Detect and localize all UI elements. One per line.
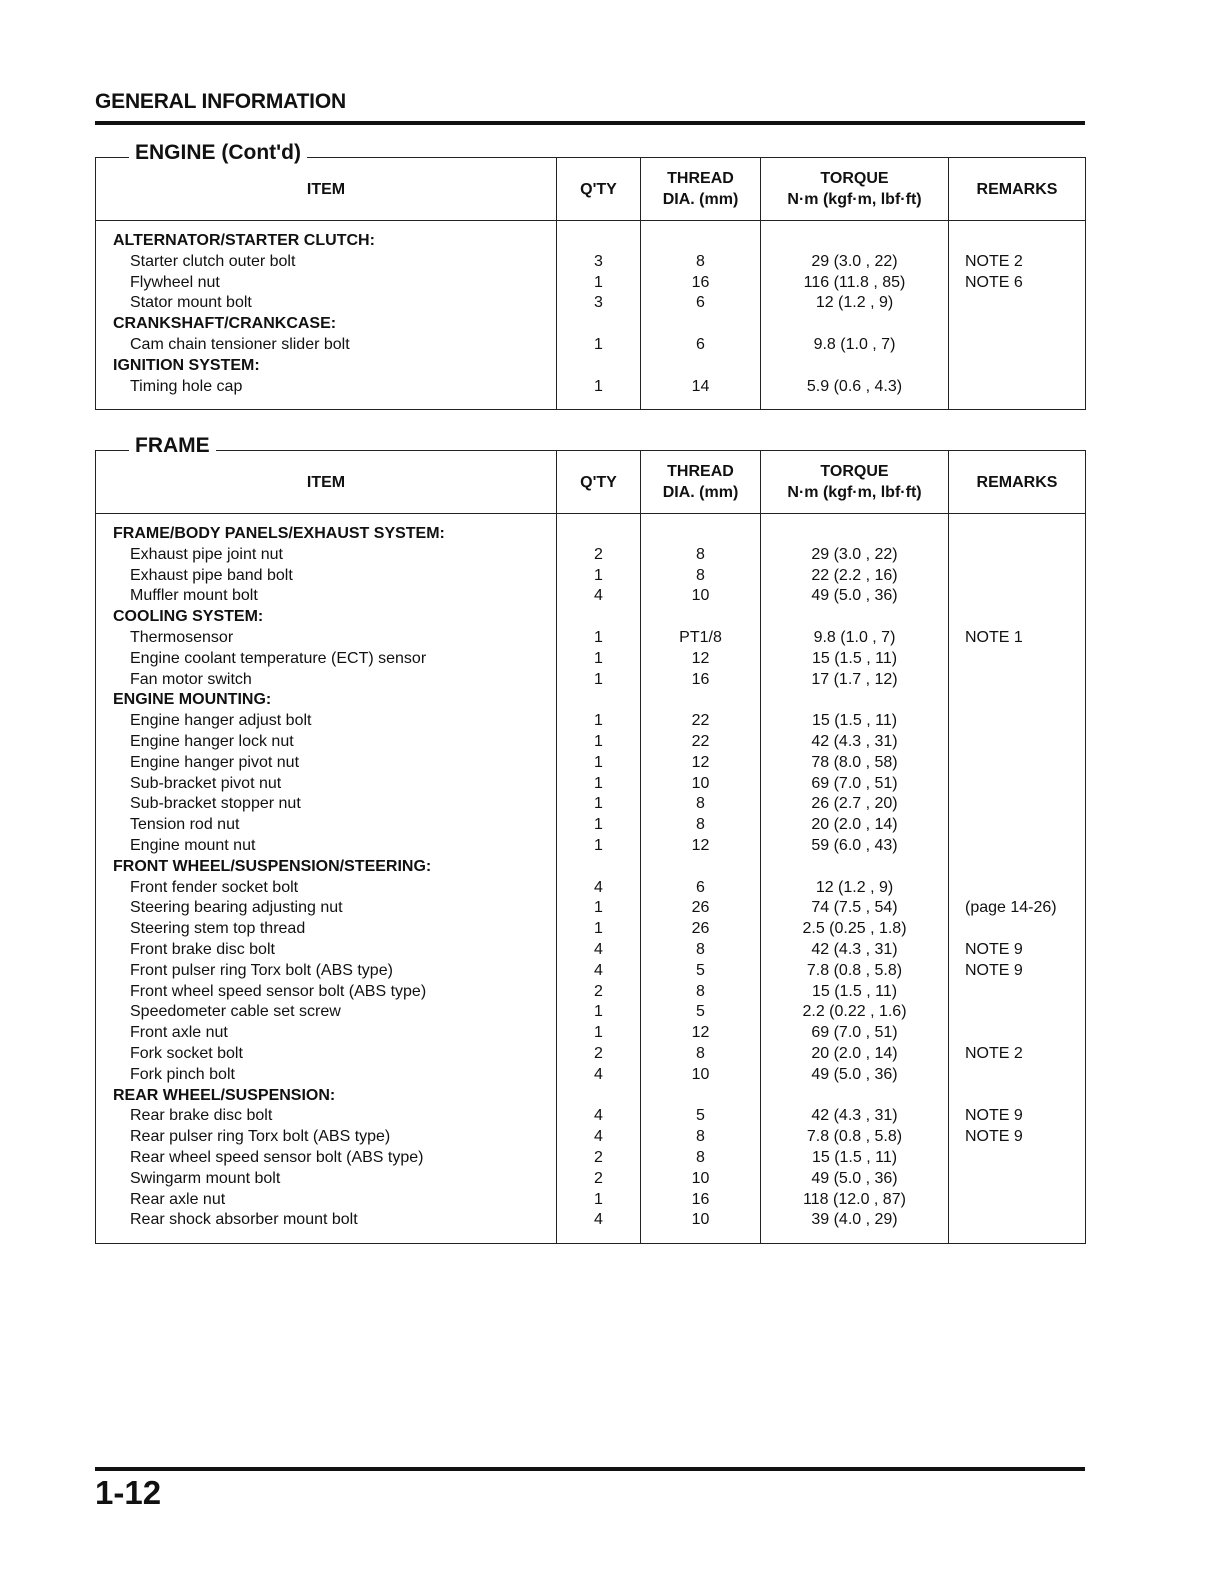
item-name: Fork socket bolt: [96, 1044, 557, 1065]
table-spacer-row: [96, 1231, 1086, 1244]
column-header-torque: TORQUE N·m (kgf·m, lbf·ft): [761, 158, 949, 221]
table-spacer-row: [96, 397, 1086, 410]
group-heading: FRONT WHEEL/SUSPENSION/STEERING:: [96, 857, 557, 878]
qty-cell: 2: [557, 982, 641, 1003]
remarks-cell: [949, 1065, 1086, 1086]
table-row: [96, 898, 1086, 919]
torque-cell: 9.8 (1.0 , 7): [761, 335, 949, 356]
remarks-cell: [949, 774, 1086, 795]
remarks-cell: NOTE 9: [949, 1106, 1086, 1127]
remarks-cell: [949, 711, 1086, 732]
item-name: Steering stem top thread: [96, 919, 557, 940]
qty-cell: 4: [557, 1210, 641, 1231]
qty-cell: 1: [557, 649, 641, 670]
remarks-cell: [949, 566, 1086, 587]
qty-cell: 1: [557, 732, 641, 753]
item-name: Stator mount bolt: [96, 293, 557, 314]
frame-table-body: [96, 514, 1086, 1244]
item-name: Timing hole cap: [96, 377, 557, 398]
column-header-item: ITEM: [96, 451, 557, 514]
remarks-cell: [949, 1148, 1086, 1169]
engine-table-body: [96, 221, 1086, 410]
item-name: Engine hanger pivot nut: [96, 753, 557, 774]
torque-cell: 5.9 (0.6 , 4.3): [761, 377, 949, 398]
thread-cell: 8: [641, 982, 761, 1003]
remarks-cell: [949, 753, 1086, 774]
item-name: Sub-bracket stopper nut: [96, 794, 557, 815]
column-header-remarks: REMARKS: [949, 158, 1086, 221]
remarks-cell: (page 14-26): [949, 898, 1086, 919]
torque-cell: 49 (5.0 , 36): [761, 586, 949, 607]
group-heading: REAR WHEEL/SUSPENSION:: [96, 1086, 557, 1107]
torque-cell: 49 (5.0 , 36): [761, 1169, 949, 1190]
table-row: [96, 252, 1086, 273]
torque-cell: 22 (2.2 , 16): [761, 566, 949, 587]
item-name: Engine hanger lock nut: [96, 732, 557, 753]
qty-cell: 1: [557, 774, 641, 795]
item-name: Swingarm mount bolt: [96, 1169, 557, 1190]
table-row: [96, 1002, 1086, 1023]
group-heading-row: [96, 607, 1086, 628]
item-name: Engine mount nut: [96, 836, 557, 857]
item-name: Front brake disc bolt: [96, 940, 557, 961]
table-row: [96, 940, 1086, 961]
table-row: [96, 836, 1086, 857]
group-heading-row: [96, 314, 1086, 335]
item-name: Engine coolant temperature (ECT) sensor: [96, 649, 557, 670]
column-header-thread: THREAD DIA. (mm): [641, 158, 761, 221]
thread-cell: 10: [641, 1210, 761, 1231]
thread-cell: 12: [641, 649, 761, 670]
table-spacer-row: [96, 221, 1086, 232]
thread-cell: 8: [641, 252, 761, 273]
torque-cell: 20 (2.0 , 14): [761, 1044, 949, 1065]
table-row: [96, 377, 1086, 398]
thread-cell: 12: [641, 836, 761, 857]
remarks-cell: [949, 1169, 1086, 1190]
qty-cell: 4: [557, 878, 641, 899]
torque-cell: 69 (7.0 , 51): [761, 1023, 949, 1044]
qty-cell: 1: [557, 377, 641, 398]
torque-cell: 29 (3.0 , 22): [761, 252, 949, 273]
qty-cell: 2: [557, 1148, 641, 1169]
remarks-cell: NOTE 9: [949, 961, 1086, 982]
table-row: [96, 711, 1086, 732]
table-row: [96, 1127, 1086, 1148]
torque-cell: 42 (4.3 , 31): [761, 1106, 949, 1127]
thread-cell: 8: [641, 940, 761, 961]
torque-cell: 39 (4.0 , 29): [761, 1210, 949, 1231]
item-name: Front axle nut: [96, 1023, 557, 1044]
torque-cell: 15 (1.5 , 11): [761, 982, 949, 1003]
torque-cell: 15 (1.5 , 11): [761, 649, 949, 670]
qty-cell: 3: [557, 252, 641, 273]
engine-torque-table: [95, 157, 1086, 410]
table-row: [96, 1169, 1086, 1190]
column-header-thread: THREAD DIA. (mm): [641, 451, 761, 514]
remarks-cell: [949, 649, 1086, 670]
item-name: Tension rod nut: [96, 815, 557, 836]
table-row: [96, 961, 1086, 982]
thread-cell: 26: [641, 898, 761, 919]
thread-cell: 8: [641, 566, 761, 587]
table-row: [96, 774, 1086, 795]
table-row: [96, 335, 1086, 356]
table-row: [96, 566, 1086, 587]
column-header-qty: Q'TY: [557, 451, 641, 514]
table-row: [96, 1148, 1086, 1169]
table-row: [96, 545, 1086, 566]
item-name: Muffler mount bolt: [96, 586, 557, 607]
torque-cell: 59 (6.0 , 43): [761, 836, 949, 857]
group-heading-row: [96, 356, 1086, 377]
item-name: Cam chain tensioner slider bolt: [96, 335, 557, 356]
torque-cell: 49 (5.0 , 36): [761, 1065, 949, 1086]
table-spacer-row: [96, 514, 1086, 525]
item-name: Engine hanger adjust bolt: [96, 711, 557, 732]
group-heading: ENGINE MOUNTING:: [96, 690, 557, 711]
torque-cell: 12 (1.2 , 9): [761, 293, 949, 314]
table-row: [96, 732, 1086, 753]
group-heading: FRAME/BODY PANELS/EXHAUST SYSTEM:: [96, 524, 557, 545]
qty-cell: 1: [557, 898, 641, 919]
torque-cell: 69 (7.0 , 51): [761, 774, 949, 795]
remarks-cell: NOTE 2: [949, 252, 1086, 273]
torque-cell: 7.8 (0.8 , 5.8): [761, 961, 949, 982]
footer-rule: [95, 1467, 1085, 1471]
qty-cell: 2: [557, 1169, 641, 1190]
qty-cell: 4: [557, 586, 641, 607]
thread-cell: 16: [641, 273, 761, 294]
remarks-cell: [949, 815, 1086, 836]
item-name: Rear axle nut: [96, 1190, 557, 1211]
table-header-row: [96, 451, 1086, 514]
item-name: Speedometer cable set screw: [96, 1002, 557, 1023]
item-name: Fan motor switch: [96, 670, 557, 691]
qty-cell: 1: [557, 566, 641, 587]
remarks-cell: [949, 545, 1086, 566]
qty-cell: 1: [557, 628, 641, 649]
thread-cell: 8: [641, 545, 761, 566]
qty-cell: 1: [557, 753, 641, 774]
table-row: [96, 1106, 1086, 1127]
remarks-cell: [949, 1002, 1086, 1023]
remarks-cell: [949, 1023, 1086, 1044]
group-heading-row: [96, 690, 1086, 711]
remarks-cell: [949, 732, 1086, 753]
table-row: [96, 794, 1086, 815]
thread-cell: 6: [641, 293, 761, 314]
torque-cell: 116 (11.8 , 85): [761, 273, 949, 294]
torque-cell: 2.5 (0.25 , 1.8): [761, 919, 949, 940]
table-row: [96, 293, 1086, 314]
torque-cell: 15 (1.5 , 11): [761, 1148, 949, 1169]
table-row: [96, 878, 1086, 899]
thread-cell: 8: [641, 794, 761, 815]
torque-cell: 12 (1.2 , 9): [761, 878, 949, 899]
thread-cell: 10: [641, 586, 761, 607]
thread-cell: 10: [641, 774, 761, 795]
page-number: 1-12: [95, 1474, 162, 1511]
table-row: [96, 815, 1086, 836]
table-row: [96, 919, 1086, 940]
item-name: Front wheel speed sensor bolt (ABS type): [96, 982, 557, 1003]
thread-cell: 8: [641, 815, 761, 836]
remarks-cell: [949, 1190, 1086, 1211]
thread-cell: 8: [641, 1127, 761, 1148]
thread-cell: 22: [641, 732, 761, 753]
qty-cell: 1: [557, 1023, 641, 1044]
thread-cell: 26: [641, 919, 761, 940]
qty-cell: 1: [557, 794, 641, 815]
qty-cell: 1: [557, 670, 641, 691]
group-heading-row: [96, 231, 1086, 252]
remarks-cell: [949, 670, 1086, 691]
item-name: Rear brake disc bolt: [96, 1106, 557, 1127]
qty-cell: 2: [557, 1044, 641, 1065]
item-name: Rear wheel speed sensor bolt (ABS type): [96, 1148, 557, 1169]
table-row: [96, 628, 1086, 649]
thread-cell: 16: [641, 1190, 761, 1211]
column-header-torque: TORQUE N·m (kgf·m, lbf·ft): [761, 451, 949, 514]
qty-cell: 1: [557, 1190, 641, 1211]
remarks-cell: [949, 377, 1086, 398]
item-name: Front fender socket bolt: [96, 878, 557, 899]
torque-cell: 20 (2.0 , 14): [761, 815, 949, 836]
table-row: [96, 1023, 1086, 1044]
remarks-cell: NOTE 9: [949, 1127, 1086, 1148]
frame-section-title: FRAME: [129, 434, 216, 458]
column-header-qty: Q'TY: [557, 158, 641, 221]
qty-cell: 4: [557, 940, 641, 961]
table-row: [96, 1065, 1086, 1086]
table-row: [96, 1044, 1086, 1065]
remarks-cell: NOTE 6: [949, 273, 1086, 294]
qty-cell: 1: [557, 273, 641, 294]
torque-cell: 9.8 (1.0 , 7): [761, 628, 949, 649]
torque-cell: 42 (4.3 , 31): [761, 732, 949, 753]
thread-cell: 10: [641, 1169, 761, 1190]
qty-cell: 3: [557, 293, 641, 314]
thread-cell: PT1/8: [641, 628, 761, 649]
thread-cell: 5: [641, 961, 761, 982]
table-row: [96, 670, 1086, 691]
qty-cell: 4: [557, 1065, 641, 1086]
thread-cell: 12: [641, 1023, 761, 1044]
remarks-cell: [949, 836, 1086, 857]
torque-cell: 7.8 (0.8 , 5.8): [761, 1127, 949, 1148]
torque-cell: 15 (1.5 , 11): [761, 711, 949, 732]
remarks-cell: NOTE 1: [949, 628, 1086, 649]
table-row: [96, 1210, 1086, 1231]
item-name: Front pulser ring Torx bolt (ABS type): [96, 961, 557, 982]
table-row: [96, 586, 1086, 607]
torque-cell: 29 (3.0 , 22): [761, 545, 949, 566]
item-name: Thermosensor: [96, 628, 557, 649]
remarks-cell: [949, 878, 1086, 899]
column-header-remarks: REMARKS: [949, 451, 1086, 514]
qty-cell: 1: [557, 919, 641, 940]
item-name: Exhaust pipe band bolt: [96, 566, 557, 587]
thread-cell: 10: [641, 1065, 761, 1086]
item-name: Flywheel nut: [96, 273, 557, 294]
qty-cell: 2: [557, 545, 641, 566]
thread-cell: 8: [641, 1148, 761, 1169]
thread-cell: 16: [641, 670, 761, 691]
thread-cell: 5: [641, 1002, 761, 1023]
torque-cell: 2.2 (0.22 , 1.6): [761, 1002, 949, 1023]
remarks-cell: [949, 919, 1086, 940]
remarks-cell: [949, 794, 1086, 815]
group-heading-row: [96, 1086, 1086, 1107]
item-name: Rear pulser ring Torx bolt (ABS type): [96, 1127, 557, 1148]
table-row: [96, 273, 1086, 294]
torque-cell: 17 (1.7 , 12): [761, 670, 949, 691]
remarks-cell: [949, 982, 1086, 1003]
table-row: [96, 982, 1086, 1003]
remarks-cell: [949, 1210, 1086, 1231]
thread-cell: 22: [641, 711, 761, 732]
qty-cell: 1: [557, 815, 641, 836]
qty-cell: 1: [557, 1002, 641, 1023]
remarks-cell: [949, 586, 1086, 607]
group-heading-row: [96, 857, 1086, 878]
table-row: [96, 1190, 1086, 1211]
group-heading: IGNITION SYSTEM:: [96, 356, 557, 377]
thread-cell: 6: [641, 335, 761, 356]
group-heading: CRANKSHAFT/CRANKCASE:: [96, 314, 557, 335]
qty-cell: 4: [557, 1127, 641, 1148]
remarks-cell: NOTE 2: [949, 1044, 1086, 1065]
item-name: Fork pinch bolt: [96, 1065, 557, 1086]
group-heading: COOLING SYSTEM:: [96, 607, 557, 628]
remarks-cell: NOTE 9: [949, 940, 1086, 961]
qty-cell: 1: [557, 711, 641, 732]
group-heading-row: [96, 524, 1086, 545]
engine-section-title: ENGINE (Cont'd): [129, 141, 307, 165]
page-title: GENERAL INFORMATION: [95, 90, 346, 113]
group-heading: ALTERNATOR/STARTER CLUTCH:: [96, 231, 557, 252]
qty-cell: 4: [557, 961, 641, 982]
torque-cell: 26 (2.7 , 20): [761, 794, 949, 815]
table-header-row: [96, 158, 1086, 221]
thread-cell: 14: [641, 377, 761, 398]
thread-cell: 6: [641, 878, 761, 899]
torque-cell: 74 (7.5 , 54): [761, 898, 949, 919]
torque-cell: 42 (4.3 , 31): [761, 940, 949, 961]
item-name: Exhaust pipe joint nut: [96, 545, 557, 566]
remarks-cell: [949, 293, 1086, 314]
qty-cell: 4: [557, 1106, 641, 1127]
item-name: Sub-bracket pivot nut: [96, 774, 557, 795]
column-header-item: ITEM: [96, 158, 557, 221]
qty-cell: 1: [557, 335, 641, 356]
item-name: Starter clutch outer bolt: [96, 252, 557, 273]
torque-cell: 78 (8.0 , 58): [761, 753, 949, 774]
thread-cell: 5: [641, 1106, 761, 1127]
frame-torque-table: [95, 450, 1086, 1244]
thread-cell: 8: [641, 1044, 761, 1065]
table-row: [96, 753, 1086, 774]
torque-cell: 118 (12.0 , 87): [761, 1190, 949, 1211]
remarks-cell: [949, 335, 1086, 356]
thread-cell: 12: [641, 753, 761, 774]
item-name: Steering bearing adjusting nut: [96, 898, 557, 919]
header-rule: [95, 121, 1085, 125]
item-name: Rear shock absorber mount bolt: [96, 1210, 557, 1231]
qty-cell: 1: [557, 836, 641, 857]
table-row: [96, 649, 1086, 670]
